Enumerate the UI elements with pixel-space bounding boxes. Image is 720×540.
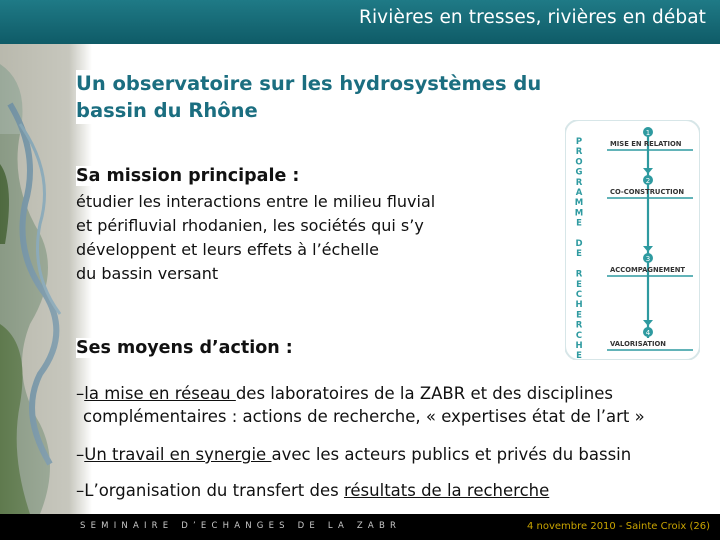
action-text: des laboratoires de la ZABR et des disciplines [235, 384, 613, 403]
header-bar [0, 0, 720, 44]
footer-bar [0, 514, 720, 540]
underlined-phrase: Un travail en synergie [84, 445, 272, 464]
step-number: 1 [645, 129, 651, 137]
mission-line: et périfluvial rhodanien, les sociétés qui s’y [76, 216, 424, 235]
mission-line: du bassin versant [76, 264, 219, 283]
action-text: –L’organisation du transfert des [76, 481, 344, 500]
step-number: 3 [645, 255, 651, 263]
program-letter: R [575, 320, 583, 331]
action-item-network-continued: complémentaires : actions de recherche, « expertises état de l’art » [83, 407, 645, 426]
program-letter: H [575, 300, 583, 311]
research-program-diagram [565, 120, 700, 360]
step-label: VALORISATION [610, 340, 666, 348]
program-letter: E [576, 249, 582, 260]
underlined-phrase: la mise en réseau [84, 384, 236, 403]
mission-line: développent et leurs effets à l’échelle [76, 240, 380, 259]
action-text: avec les acteurs publics et privés du bassin [271, 445, 632, 464]
step-number: 4 [645, 329, 651, 337]
program-letter: C [575, 290, 583, 300]
program-letter: A [575, 188, 583, 198]
program-letter: E [576, 351, 582, 360]
program-letter: H [575, 341, 583, 351]
program-letter: E [576, 218, 582, 229]
program-letter: G [575, 167, 583, 178]
header-title: Rivières en tresses, rivières en débat [358, 7, 706, 28]
step-label: MISE EN RELATION [610, 140, 682, 148]
footer-date-location: 4 novembre 2010 - Sainte Croix (26) [526, 521, 710, 532]
step-label: ACCOMPAGNEMENT [610, 266, 686, 274]
slide-title-line2: bassin du Rhône [76, 99, 258, 122]
bullet-dash: – [76, 384, 85, 403]
program-letter: O [575, 157, 583, 168]
mission-text [76, 190, 476, 286]
program-letter: R [575, 147, 583, 158]
action-item-synergy [76, 445, 631, 464]
program-letter: D [575, 239, 583, 249]
slide-title-line1: Un observatoire sur les hydrosystèmes du [76, 72, 542, 95]
mission-heading: Sa mission principale : [76, 166, 300, 186]
program-letter: M [574, 208, 584, 219]
program-letter: E [576, 279, 582, 290]
mission-line: étudier les interactions entre le milieu fluvial [76, 192, 436, 211]
step-label: CO-CONSTRUCTION [610, 188, 685, 196]
program-letter: M [574, 198, 584, 209]
program-letter: C [575, 330, 583, 341]
program-letter: P [575, 137, 583, 147]
program-letter: E [576, 310, 582, 321]
program-letter: R [575, 177, 583, 188]
action-item-transfer [76, 481, 549, 500]
moyens-heading: Ses moyens d’action : [76, 338, 293, 358]
bullet-dash: – [76, 445, 85, 464]
action-item-network [76, 384, 613, 403]
underlined-phrase: résultats de la recherche [343, 481, 550, 500]
step-number: 2 [645, 177, 651, 185]
program-letter: R [575, 269, 583, 280]
slide-title [76, 70, 596, 124]
footer-seminar-label: SEMINAIRE D’ECHANGES DE LA ZABR [80, 521, 402, 531]
